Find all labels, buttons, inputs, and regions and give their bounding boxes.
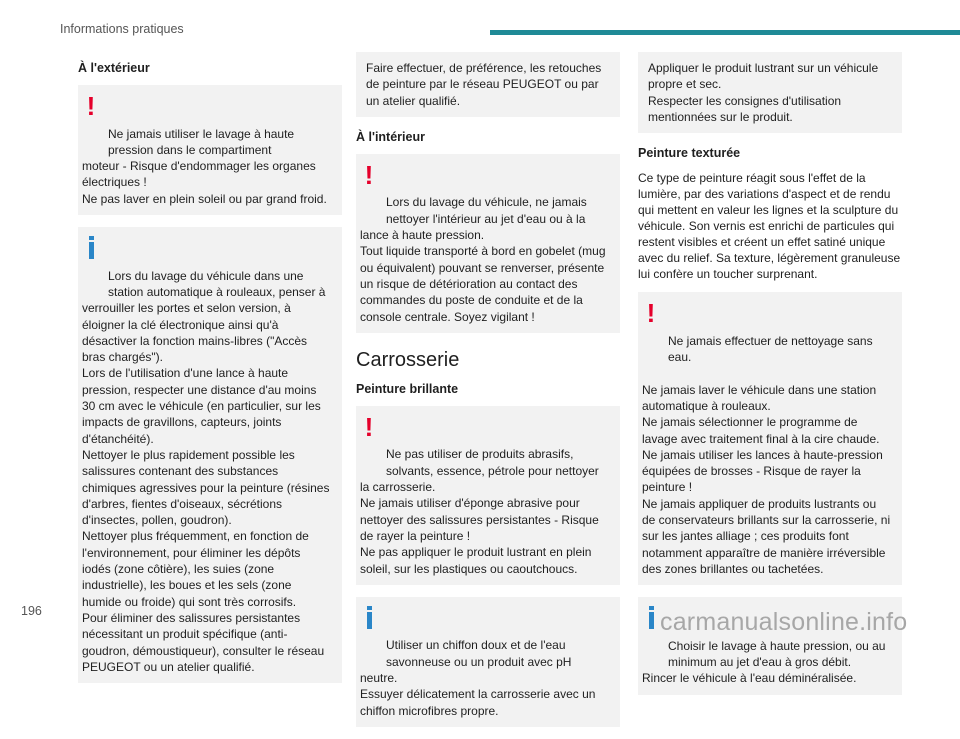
heading-interieur: À l'intérieur bbox=[356, 129, 425, 144]
info-box-lavage-auto bbox=[78, 227, 342, 683]
warning-icon: ! bbox=[364, 411, 374, 442]
warning-box-exterieur bbox=[78, 85, 342, 215]
warning-icon: ! bbox=[86, 91, 96, 121]
info-icon bbox=[644, 606, 658, 630]
box-text-first: Ne pas utiliser de produits abrasifs, solvants, essence, pétrole pour nettoyer bbox=[386, 447, 599, 478]
info-icon bbox=[84, 236, 98, 260]
box-text-rest: Rincer le véhicule à l'eau déminéralisée. bbox=[642, 671, 857, 686]
box-text-rest: Ne jamais laver le véhicule dans une station automatique à rouleaux. Ne jamais sélectionner le programme de lavage avec traitement final à la cire chaude. Ne jamais utiliser les lances à haute-pression équipées de brosses - Risque de rayer la peinture ! Ne jamais appliquer de produits lustrants ou de conservateurs brillants sur la carrosserie, ni sur les jantes alliage ; ces produits font notamment apparaître de manière irréversible des zones brillantes ou tachetées. bbox=[642, 382, 891, 576]
note-box-retouches: Faire effectuer, de préférence, les retouches de peinture par le réseau PEUGEOT ou par un atelier qualifié. bbox=[356, 52, 620, 117]
warning-box-interieur bbox=[356, 154, 620, 333]
box-text-rest: moteur - Risque d'endommager les organes électriques ! Ne pas laver en plein soleil ou par grand froid. bbox=[82, 159, 327, 206]
note-box-lustrant: Appliquer le produit lustrant sur un véhicule propre et sec. Respecter les consignes d'utilisation mentionnées sur le produit. bbox=[638, 52, 902, 133]
info-icon bbox=[362, 606, 376, 630]
watermark: carmanualsonline.info bbox=[660, 608, 908, 636]
section-title-carrosserie: Carrosserie bbox=[356, 348, 460, 371]
heading-peinture-texturee: Peinture texturée bbox=[638, 146, 741, 161]
page-header-title: Informations pratiques bbox=[60, 22, 184, 36]
warning-icon: ! bbox=[364, 159, 374, 190]
paragraph-peinture-texturee: Ce type de peinture réagit sous l'effet de la lumière, par des variations d'aspect et de rendu qui mettent en valeur les lignes et la sculpture du véhicule. Son vernis est enrichi de particules qui restent visibles et créent un effet satiné unique avec du relief. Sa texture, légèrement granuleuse lui confère un toucher surprenant. bbox=[638, 171, 901, 282]
box-text-first: Lors du lavage du véhicule dans une station automatique à rouleaux, penser à bbox=[108, 268, 326, 299]
box-text-first: Utiliser un chiffon doux et de l'eau savonneuse ou un produit avec pH bbox=[386, 638, 572, 669]
info-box-chiffon bbox=[356, 597, 620, 727]
box-text-first: Ne jamais effectuer de nettoyage sans eau. bbox=[668, 333, 873, 365]
box-text-rest: verrouiller les portes et selon version, à éloigner la clé électronique ainsi qu'à désactiver la fonction mains-libres ("Accès bras chargés"). Lors de l'utilisation d'une lance à haute pression, respecter une distance d'au moins 30 cm avec le véhicule (en particulier, sur les impacts de gravillons, capteurs, joints d'étanchéité). Nettoyer le plus rapidement possible les salissures contenant des substances chimiques agressives pour la peinture (résines d'arbres, fientes d'oiseaux, sécrétions d'insectes, pollen, goudron). Nettoyer plus fréquemment, en fonction de l'environnement, pour éliminer les dépôts iodés (zone côtière), les suies (zone industrielle), les boues et les sels (zone humide ou froide) qui sont très corrosifs. Pour éliminer des salissures persistantes nécessitant un produit spécifique (anti-goudron, démoustiqueur), consulter le réseau PEUGEOT ou un atelier qualifié. bbox=[82, 301, 330, 674]
box-text-rest: lance à haute pression. Tout liquide transporté à bord en gobelet (mug ou équivalent) pouvant se renverser, présente un risque de détérioration au contact des commandes du poste de conduite et de la console centrale. Soyez vigilant ! bbox=[360, 228, 606, 324]
box-text-first: Ne jamais utiliser le lavage à haute pression dans le compartiment bbox=[108, 126, 295, 157]
warning-box-nettoyage bbox=[638, 292, 902, 585]
heading-exterieur: À l'extérieur bbox=[78, 61, 150, 75]
header-accent-bar bbox=[490, 30, 960, 35]
column-left bbox=[78, 52, 342, 695]
box-text-rest: la carrosserie. Ne jamais utiliser d'éponge abrasive pour nettoyer des salissures persistantes - Risque de rayer la peinture ! Ne pas appliquer le produit lustrant en plein soleil, sur les plastiques ou caoutchoucs. bbox=[360, 480, 599, 576]
heading-peinture-brillante: Peinture brillante bbox=[356, 381, 459, 396]
page-number: 196 bbox=[21, 604, 42, 618]
box-text-first: Choisir le lavage à haute pression, ou au minimum au jet d'eau à gros débit. bbox=[668, 638, 886, 670]
column-middle bbox=[356, 52, 620, 739]
warning-box-brillante bbox=[356, 406, 620, 585]
box-text-first: Lors du lavage du véhicule, ne jamais nettoyer l'intérieur au jet d'eau ou à la bbox=[386, 195, 587, 226]
box-text-rest: neutre. Essuyer délicatement la carrosserie avec un chiffon microfibres propre. bbox=[360, 671, 596, 718]
warning-icon: ! bbox=[646, 298, 656, 329]
